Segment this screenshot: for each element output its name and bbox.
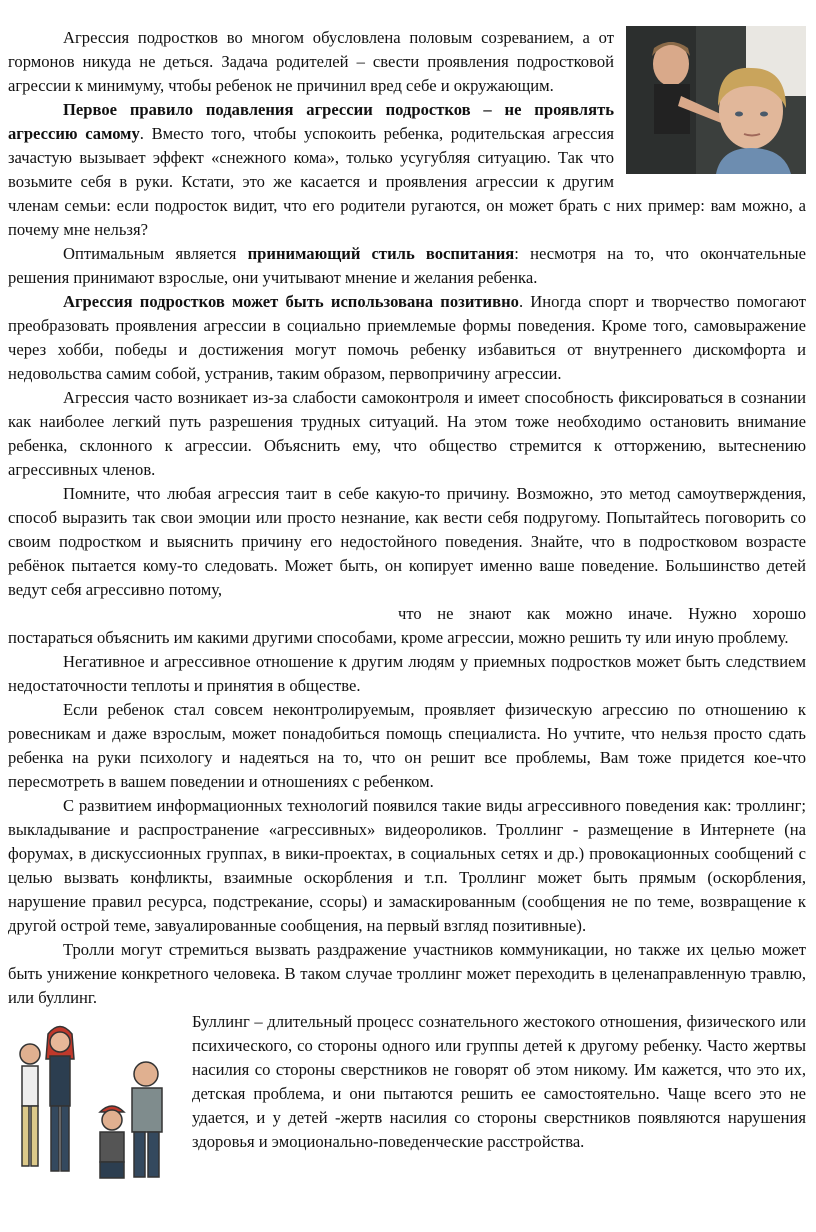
paragraph-5: Агрессия часто возникает из-за слабости самоконтроля и имеет способность фиксироваться в сознании как наиболее легкий путь разрешения трудных ситуаций. На этом тоже необходимо остановить внимание ребенка, склонного к агрессии. Объяснить ему, что общество стремится к отторжению, вытеснению агрессивных членов. xyxy=(8,388,806,479)
paragraph-3-text: : несмотря на то, что окончательные решения принимают взрослые, они учитывают мнение и желания ребенка. xyxy=(8,244,806,287)
paragraph-3-start: Оптимальным является xyxy=(63,244,248,263)
paragraph-3-bold: принимающий стиль воспитания xyxy=(247,244,515,263)
paragraph-9: С развитием информационных технологий появился такие виды агрессивного поведения как: троллинг; выкладывание и распространение «агрессивных» видеороликов. Троллинг - размещение в Интернете (на форумах, в дискуссионных группах, в вики-проектах, в социальных сетях и др.) провокационных сообщений с целью вызвать конфликты, взаимные оскорбления и т.п. Троллинг может быть прямым (оскорбления, нарушение правил ресурса, подстрекание, ссоры) и замаскированным (сообщения не по теме, возвращение к другой острой теме, завуалированные сообщения, на первый взгляд позитивные). xyxy=(8,796,806,935)
paragraph-4-text: . Иногда спорт и творчество помогают преобразовать проявления агрессии в социально приемлемые формы поведения. Кроме того, самовыражение через хобби, победы и достижения могут помочь ребенку избавиться от внутреннего дискомфорта и недовольства самим собой, устранив, таким образом, первопричину агрессии. xyxy=(8,292,806,383)
paragraph-6-continued-text: что не знают как можно иначе. Нужно хорошо постараться объяснить им какими другими способами, кроме агрессии, можно решить ту или иную проблему. xyxy=(8,604,806,647)
paragraph-10: Тролли могут стремиться вызвать раздражение участников коммуникации, но также их целью может быть унижение конкретного человека. В таком случае троллинг может переходить в целенаправленную травлю, или буллинг. xyxy=(8,940,806,1007)
paragraph-6: Помните, что любая агрессия таит в себе какую-то причину. Возможно, это метод самоутверждения, способ выразить так свои эмоции или просто незнание, как вести себя подругому. Попытайтесь поговорить со своим подростком и выяснить причину его недостойного поведения. Знайте, что в подростковом возрасте ребёнок пытается кому-то следовать. Может быть, он копирует именно ваше поведение. Большинство детей ведут себя агрессивно потому, xyxy=(8,484,806,599)
paragraph-6-continued xyxy=(8,602,806,650)
photo-teenagers xyxy=(626,26,806,174)
photo-teenagers-drawing xyxy=(626,26,806,174)
paragraph-4 xyxy=(8,290,806,386)
paragraph-2-text: . Вместо того, чтобы успокоить ребенка, родительская агрессия зачастую вызывает эффект «снежного кома», только усугубляя ситуацию. Так что возьмите себя в руки. Кстати, это же касается и проявления агрессии к другим членам семьи: если подросток видит, что его родители ругаются, он может брать с них пример: вам можно, а почему мне нельзя? xyxy=(8,124,806,239)
paragraph-7: Негативное и агрессивное отношение к другим людям у приемных подростков может быть следствием недостаточности теплоты и принятия в обществе. xyxy=(8,652,806,695)
paragraph-1: Агрессия подростков во многом обусловлена половым созреванием, а от гормонов никуда не деться. Задача родителей – свести проявления подростковой агрессии к минимуму, чтобы ребенок не причинил вред себе и окружающим. xyxy=(8,28,614,95)
paragraph-3 xyxy=(8,242,806,290)
paragraph-8: Если ребенок стал совсем неконтролируемым, проявляет физическую агрессию по отношению к ровесникам и даже взрослым, может понадобиться помощь специалиста. Но учтите, что нельзя просто сдать ребенка на руки психологу и надеяться на то, что он решит все проблемы, Вам тоже придется кое-что пересмотреть в вашем поведении и отношениях с ребенком. xyxy=(8,700,806,791)
cartoon-group-drawing xyxy=(8,1014,180,1186)
paragraph-11: Буллинг – длительный процесс сознательного жестокого отношения, физического или психического, со стороны одного или группы детей к другому ребенку. Часто жертвы насилия со стороны сверстников не говорят об этом никому. Им кажется, что это их, детская проблема, и они пытаются решить ее самостоятельно. Чаще всего это не удается, и у детей -жертв насилия со стороны сверстников появляются нарушения здоровья и эмоционально-поведенческие расстройства. xyxy=(192,1012,806,1151)
paragraph-4-bold: Агрессия подростков может быть использована позитивно xyxy=(63,292,519,311)
cartoon-group-illustration xyxy=(8,1014,180,1186)
paragraph-2-bold: Первое правило подавления агрессии подростков – не проявлять агрессию самому xyxy=(8,100,614,143)
